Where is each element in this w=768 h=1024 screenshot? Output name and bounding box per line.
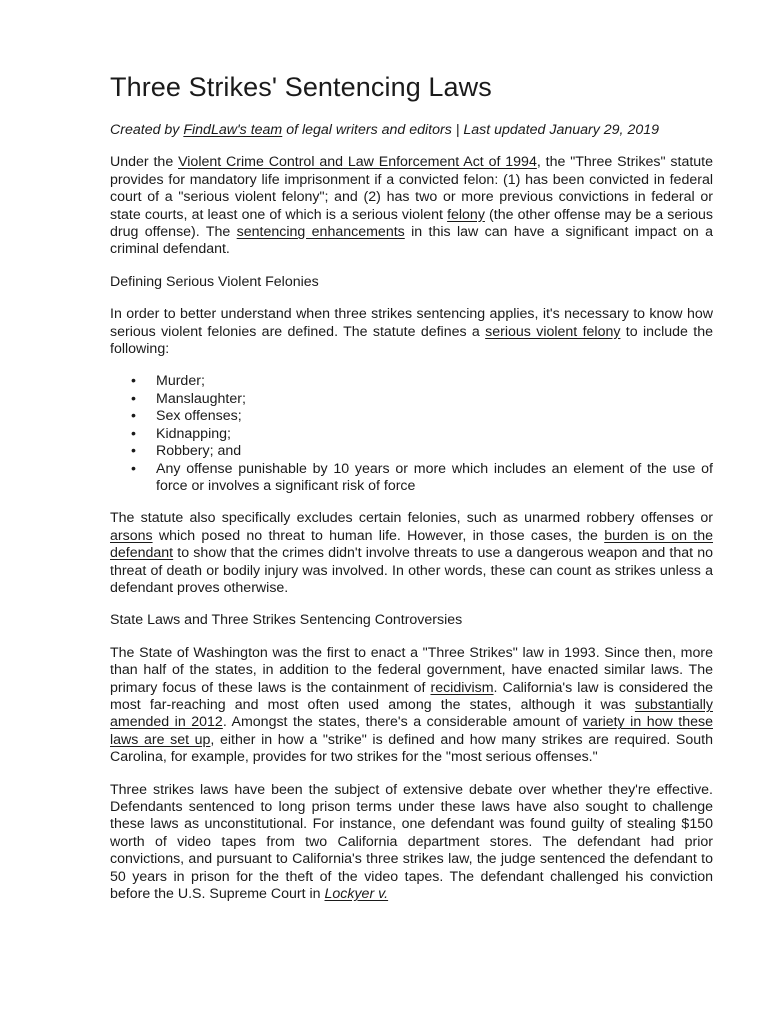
debate-paragraph [110, 782, 713, 904]
bullet-icon: • [131, 443, 136, 460]
felony-link[interactable]: felony [447, 206, 485, 223]
byline-created-by: Created by [110, 122, 184, 138]
text-span: , either in how a "strike" is defined and how many strikes are required. South Carolina, for example, provides for two strikes for the "most serious offenses." [110, 731, 714, 766]
list-item [131, 373, 713, 390]
bullet-icon: • [131, 390, 136, 407]
section-heading-controversies: State Laws and Three Strikes Sentencing Controversies [110, 612, 463, 629]
list-item [131, 443, 713, 460]
act-1994-link[interactable]: Violent Crime Control and Law Enforcement Act of 1994 [178, 154, 537, 171]
text-span: Three strikes laws have been the subject of extensive debate over whether they're effective. Defendants sentenced to long prison terms under these laws have also sought to challenge these laws as unconstitutional. For instance, one defendant was found guilty of stealing $150 worth of video tapes from two California department stores. The defendant had prior convictions, and pursuant to California's three strikes law, the judge sentenced the defendant to 50 years in prison for the theft of the video tapes. The defendant challenged his conviction before the U.S. Supreme Court in [110, 781, 713, 903]
intro-paragraph [110, 154, 713, 258]
list-item [131, 460, 713, 496]
text-span: The State of Washington was the first to enact a "Three Strikes" law in 1993. Since then, more than half of the states, in addition to the federal government, have enacted similar laws. The primary focus of these laws is the containment of [110, 644, 713, 696]
lockyer-link[interactable]: Lockyer v. [324, 886, 389, 903]
list-item-text: Kidnapping; [156, 425, 231, 442]
text-span: . California's law is considered the most far-reaching and most often used among the states, although it was [110, 679, 714, 713]
list-item-text: Robbery; and [156, 443, 242, 460]
state-laws-paragraph [110, 645, 713, 767]
document-page [110, 70, 713, 918]
definition-paragraph [110, 306, 713, 358]
list-item [131, 408, 713, 425]
bullet-icon: • [131, 425, 136, 442]
bullet-icon: • [131, 408, 136, 425]
amended-2012-link[interactable]: substantially amended in 2012 [110, 696, 713, 731]
exclusions-paragraph [110, 510, 713, 597]
byline-rest: of legal writers and editors | Last updated January 29, 2019 [282, 122, 660, 138]
text-span: to show that the crimes didn't involve threats to use a dangerous weapon and that no threat of death or bodily injury was involved. In other words, these can count as strikes unless a defendant proves otherwise. [110, 545, 713, 596]
list-item-text: Murder; [156, 373, 205, 390]
text-span: (the other offense may be a serious drug offense). The [110, 206, 713, 241]
list-item-text: Any offense punishable by 10 years or more which includes an element of the use of force or involves a significant risk of force [156, 460, 713, 494]
serious-violent-felony-link[interactable]: serious violent felony [485, 323, 621, 340]
list-item-text: Manslaughter; [156, 390, 246, 407]
text-span: The statute also specifically excludes certain felonies, such as unarmed robbery offenses or [110, 510, 713, 527]
text-span: , the "Three Strikes" statute provides for mandatory life imprisonment if a convicted felon: (1) has been convicted in federal court of a "serious violent felony"; and (2) has two or more previous convictions in federal or state courts, at least one of which is a serious violent [110, 154, 714, 223]
author-link[interactable]: FindLaw's team [183, 122, 283, 138]
byline [110, 122, 713, 139]
section-heading-felonies: Defining Serious Violent Felonies [110, 273, 319, 290]
list-item [131, 390, 713, 408]
bullet-icon: • [131, 460, 136, 477]
sentencing-enhancements-link[interactable]: sentencing enhancements [236, 224, 405, 241]
text-span: . Amongst the states, there's a considerable amount of [222, 714, 583, 731]
burden-link[interactable]: burden is on the defendant [110, 527, 713, 562]
page-title: Three Strikes' Sentencing Laws [110, 72, 492, 102]
variety-link[interactable]: variety in how these laws are set up [110, 714, 713, 748]
text-span: Under the [110, 154, 179, 171]
text-span: in this law can have a significant impact on a criminal defendant. [110, 224, 713, 258]
bullet-icon: • [131, 373, 136, 390]
recidivism-link[interactable]: recidivism [430, 679, 494, 696]
list-item-text: Sex offenses; [156, 408, 242, 425]
list-item [131, 425, 713, 443]
text-span: to include the following: [110, 323, 713, 358]
text-span: which posed no threat to human life. However, in those cases, the [152, 527, 605, 544]
felony-list [110, 373, 713, 495]
arsons-link[interactable]: arsons [110, 527, 153, 544]
text-span: In order to better understand when three strikes sentencing applies, it's necessary to know how serious violent felonies are defined. The statute defines a [110, 306, 713, 340]
